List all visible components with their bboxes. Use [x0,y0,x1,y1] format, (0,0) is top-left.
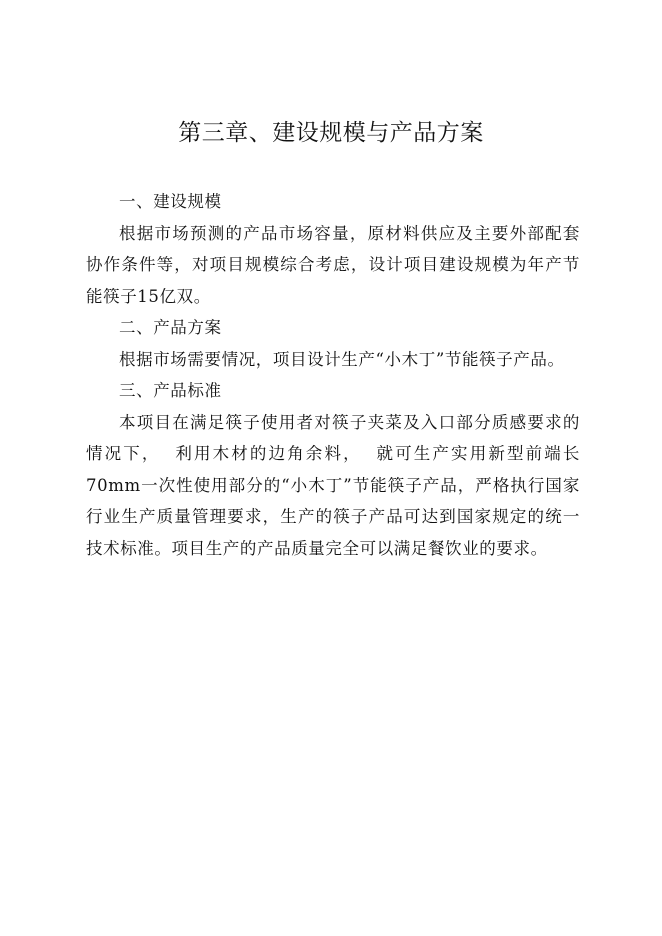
section-heading-scale: 一、建设规模 [119,192,222,211]
section-paragraph-scale: 根据市场预测的产品市场容量，原材料供应及主要外部配套协作条件等，对项目规模综合考虑，设计项目建设规模为年产节能筷子15亿双。 [86,223,580,306]
section-heading-product-standard: 三、产品标准 [119,381,222,400]
document-body [86,186,580,564]
chapter-title: 第三章、建设规模与产品方案 [178,120,484,146]
section-paragraph-product-plan: 根据市场需要情况，项目设计生产“小木丁”节能筷子产品。 [119,349,565,369]
section-paragraph-product-standard: 本项目在满足筷子使用者对筷子夹菜及入口部分质感要求的情况下， 利用木材的边角余料， 就可生产实用新型前端长70mm一次性使用部分的“小木丁”节能筷子产品，严格执行国家行业生产质量管理要求，生产的筷子产品可达到国家规定的统一技术标准。项目生产的产品质量完全可以满足餐饮业的要求。 [86,412,580,558]
section-heading-product-plan: 二、产品方案 [119,318,222,337]
